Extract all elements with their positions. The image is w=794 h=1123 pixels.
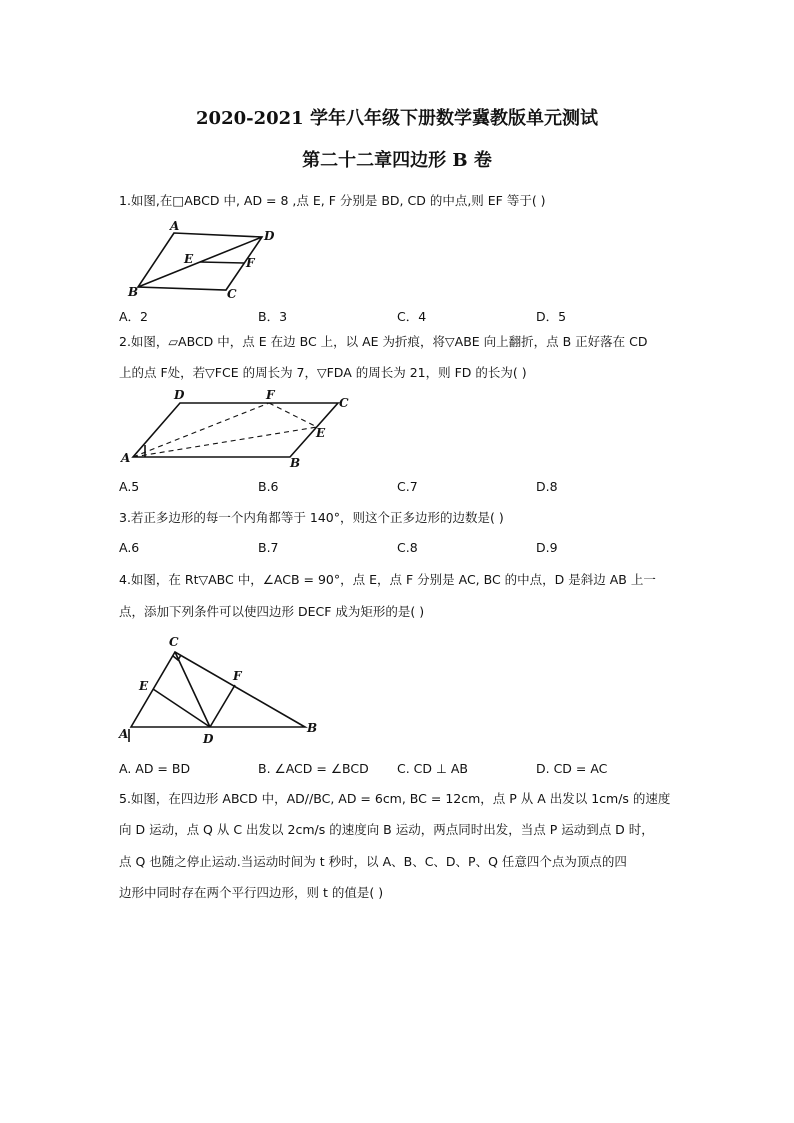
q4-option-d: D. CD = AC: [536, 761, 608, 776]
q4-option-b: B. ∠ACD = ∠BCD: [258, 761, 369, 776]
question-5-line-4: 边形中同时存在两个平行四边形，则 t 的值是( ): [119, 885, 384, 900]
question-5-line-2: 向 D 运动，点 Q 从 C 出发以 2cm/s 的速度向 B 运动，两点同时出发，当点 P 运动到点 D 时，: [119, 822, 654, 837]
triangle-abc: [131, 652, 305, 727]
fig2-label-d: D: [174, 388, 185, 402]
question-2-line-2: 上的点 F处，若▽FCE 的周长为 7，▽FDA 的周长为 21，则 FD 的长为( ): [119, 365, 527, 380]
fig1-label-e: E: [184, 252, 194, 266]
question-4-line-1: 4.如图，在 Rt▽ABC 中，∠ACB = 90°，点 E，点 F 分别是 AC, BC 的中点，D 是斜边 AB 上一: [119, 572, 656, 587]
fig2-label-a: A: [121, 451, 131, 465]
fig1-label-d: D: [264, 229, 275, 243]
segment-fe: [269, 403, 317, 427]
segment-af: [133, 403, 269, 457]
q2-option-d: D.8: [536, 479, 558, 494]
fig4-label-b: B: [307, 721, 318, 735]
q3-option-c: C.8: [397, 540, 418, 555]
question-5-line-1: 5.如图，在四边形 ABCD 中，AD//BC, AD = 6cm, BC = 12cm，点 P 从 A 出发以 1cm/s 的速度: [119, 791, 671, 806]
question-4-figure: [115, 630, 325, 748]
q2-option-c: C.7: [397, 479, 418, 494]
fig2-label-b: B: [290, 456, 301, 469]
segment-fd: [210, 685, 235, 727]
question-2-figure: [118, 387, 358, 469]
q1-option-d: D．5: [536, 309, 567, 324]
fig4-label-d: D: [203, 732, 214, 746]
document-title: 2020-2021 学年八年级下册数学冀教版单元测试: [196, 108, 598, 129]
fig1-label-c: C: [227, 287, 237, 300]
fig1-label-b: B: [128, 285, 139, 299]
document-subtitle: 第二十二章四边形 B 卷: [302, 150, 492, 171]
fig2-label-c: C: [339, 396, 349, 410]
q3-option-d: D.9: [536, 540, 558, 555]
fold-line-ae: [133, 427, 317, 457]
fig4-label-f: F: [233, 669, 242, 683]
fig2-label-e: E: [316, 426, 326, 440]
fig1-label-a: A: [170, 220, 180, 233]
q4-option-c: C. CD ⊥ AB: [397, 761, 468, 776]
q3-option-b: B.7: [258, 540, 279, 555]
question-3-text: 3.若正多边形的每一个内角都等于 140°，则这个正多边形的边数是( ): [119, 510, 504, 525]
fig4-label-c: C: [169, 635, 179, 649]
parallelogram-abcd: [133, 403, 338, 457]
fig4-label-e: E: [139, 679, 149, 693]
q1-option-b: B．3: [258, 309, 288, 324]
q1-option-c: C．4: [397, 309, 427, 324]
fig2-label-f: F: [266, 388, 275, 402]
question-5-line-3: 点 Q 也随之停止运动.当运动时间为 t 秒时，以 A、B、C、D、P、Q 任意四个点为顶点的四: [119, 854, 627, 869]
question-1-figure: [118, 220, 288, 300]
fig1-label-f: F: [246, 256, 255, 270]
q4-option-a: A. AD = BD: [119, 761, 191, 776]
fig4-label-a: A: [119, 727, 129, 741]
q1-option-a: A．2: [119, 309, 149, 324]
q2-option-b: B.6: [258, 479, 279, 494]
question-4-line-2: 点，添加下列条件可以使四边形 DECF 成为矩形的是( ): [119, 604, 425, 619]
segment-ef: [200, 262, 244, 263]
q3-option-a: A.6: [119, 540, 140, 555]
question-1-text: 1.如图,在□ABCD 中, AD = 8 ,点 E, F 分别是 BD, CD 的中点,则 EF 等于( ): [119, 193, 546, 208]
question-2-line-1: 2.如图，▱ABCD 中，点 E 在边 BC 上，以 AE 为折痕，将▽ABE 向上翻折，点 B 正好落在 CD: [119, 334, 648, 349]
q2-option-a: A.5: [119, 479, 140, 494]
